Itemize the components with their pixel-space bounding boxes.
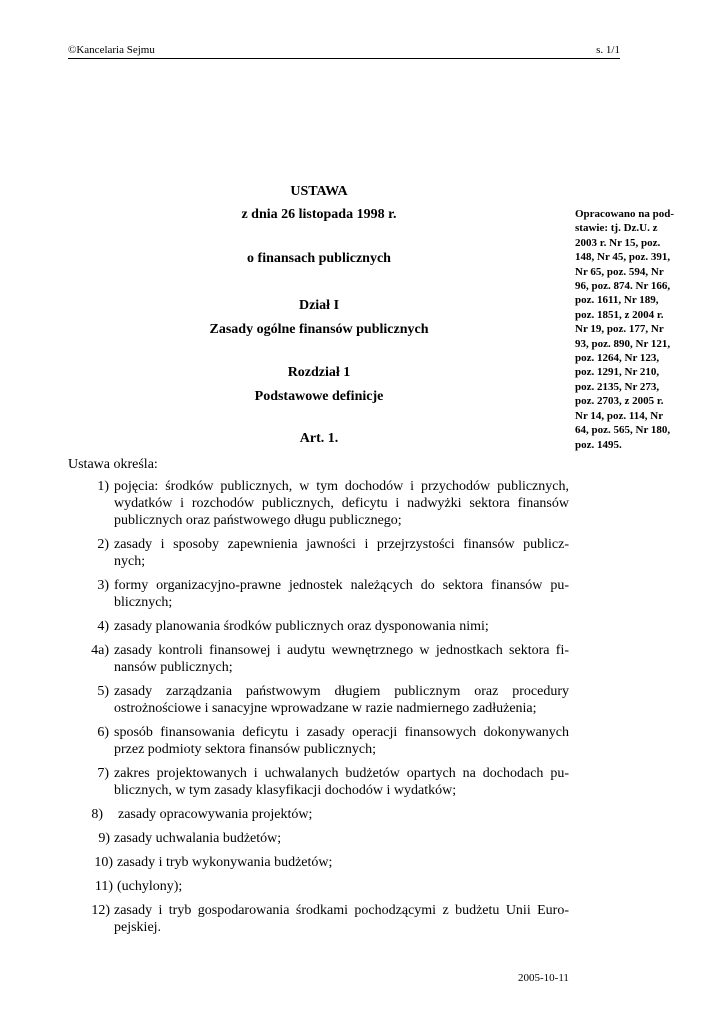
- provision-text-line: zasady uchwalania budżetów;: [114, 831, 282, 846]
- provision-text-line: wydatków i rozchodów publicznych, deficytu i nadwyżki sektora finansów: [114, 496, 569, 511]
- provision-text: [114, 478, 569, 529]
- division-heading: Dział I: [298, 298, 340, 313]
- footer-date: 2005-10-11: [518, 972, 569, 984]
- provision-item: [0, 683, 724, 717]
- provision-item: [0, 765, 724, 799]
- provision-item: [0, 878, 724, 895]
- provision-item: [0, 577, 724, 611]
- provision-text: [114, 830, 569, 847]
- header-page-number: s. 1/1: [596, 44, 620, 56]
- provision-text-line: przez podmioty sektora finansów publicznych;: [114, 742, 377, 757]
- provision-number: 11): [94, 879, 113, 894]
- provision-text: [114, 724, 569, 758]
- act-date: z dnia 26 listopada 1998 r.: [241, 207, 397, 222]
- provision-text-line: formy organizacyjno-prawne jednostek należących do sektora finansów pu-: [114, 578, 569, 593]
- provision-item: [0, 902, 724, 936]
- source-note-line: poz. 1291, Nr 210,: [575, 366, 660, 379]
- provision-text-line: zasady kontroli finansowej i audytu wewnętrznego w jednostkach sektora fi-: [114, 643, 569, 658]
- provision-text-line: zasady zarządzania państwowym długiem publicznym oraz procedury: [114, 684, 569, 699]
- provision-text: [114, 683, 569, 717]
- provision-text: [117, 878, 572, 895]
- provision-item: [0, 478, 724, 529]
- source-note-line: poz. 1851, z 2004 r.: [575, 308, 664, 321]
- provision-text-line: blicznych;: [114, 595, 173, 610]
- header-publisher: ©Kancelaria Sejmu: [68, 44, 155, 56]
- source-note-line: poz. 1611, Nr 189,: [575, 294, 659, 307]
- provision-text-line: zasady i tryb wykonywania budżetów;: [117, 855, 333, 870]
- act-type-title: USTAWA: [290, 184, 348, 199]
- provision-item: [0, 724, 724, 758]
- source-note-line: poz. 1264, Nr 123,: [575, 352, 660, 365]
- provision-number: 3): [97, 578, 109, 593]
- provision-number: 12): [91, 903, 110, 918]
- provision-text-line: zasady i tryb gospodarowania środkami pochodzącymi z budżetu Unii Euro-: [114, 903, 569, 918]
- provision-text-line: zakres projektowanych i uchwalanych budżetów opartych na dochodach pu-: [114, 766, 569, 781]
- article-heading: Art. 1.: [299, 431, 339, 446]
- provision-text-line: publicznych oraz państwowego długu publicznego;: [114, 513, 402, 528]
- provision-list: [0, 478, 724, 936]
- provision-text-line: zasady i sposoby zapewnienia jawności i przejrzystości finansów publicz-: [114, 537, 569, 552]
- provision-number: 8): [91, 807, 103, 822]
- provision-text: [117, 854, 572, 871]
- source-note-line: Nr 65, poz. 594, Nr: [575, 265, 664, 278]
- provision-text-line: blicznych, w tym zasady klasyfikacji dochodów i wydatków;: [114, 783, 457, 798]
- provision-text-line: (uchylony);: [117, 879, 183, 894]
- provision-text: [114, 577, 569, 611]
- page-header: [68, 44, 620, 59]
- provision-text: [118, 806, 573, 823]
- provision-number: 1): [97, 479, 109, 494]
- provision-text-line: nansów publicznych;: [114, 660, 233, 675]
- provision-number: 4a): [91, 643, 109, 658]
- provision-number: 9): [98, 831, 110, 846]
- source-note-line: stawie: tj. Dz.U. z: [575, 222, 658, 235]
- article-intro: Ustawa określa:: [68, 457, 158, 472]
- provision-text: [114, 765, 569, 799]
- source-note-line: 148, Nr 45, poz. 391,: [575, 251, 671, 264]
- provision-text-line: ostrożnościowe i sanacyjne wprowadzane w razie nadmiernego zadłużenia;: [114, 701, 537, 716]
- provision-item: [0, 536, 724, 570]
- provision-text: [114, 536, 569, 570]
- provision-number: 6): [97, 725, 109, 740]
- provision-text: [114, 902, 569, 936]
- provision-text-line: pejskiej.: [114, 920, 162, 935]
- provision-number: 10): [94, 855, 113, 870]
- provision-number: 2): [97, 537, 109, 552]
- source-note-line: 64, poz. 565, Nr 180,: [575, 424, 671, 437]
- provision-item: [0, 830, 724, 847]
- act-subject: o finansach publicznych: [247, 251, 391, 266]
- source-note-line: 93, poz. 890, Nr 121,: [575, 337, 671, 350]
- chapter-title: Podstawowe definicje: [254, 389, 384, 404]
- provision-text-line: zasady opracowywania projektów;: [118, 807, 313, 822]
- provision-text-line: pojęcia: środków publicznych, w tym dochodów i przychodów publicznych,: [114, 479, 569, 494]
- provision-item: [0, 618, 724, 635]
- provision-item: [0, 806, 724, 823]
- source-note-line: 2003 r. Nr 15, poz.: [575, 236, 661, 249]
- division-title: Zasady ogólne finansów publicznych: [209, 322, 429, 337]
- source-note-line: 96, poz. 874. Nr 166,: [575, 280, 671, 293]
- provision-item: [0, 854, 724, 871]
- provision-number: 7): [97, 766, 109, 781]
- source-note-line: Opracowano na pod-: [575, 208, 675, 220]
- source-note-line: poz. 2135, Nr 273,: [575, 380, 660, 393]
- source-note: [575, 207, 687, 452]
- source-note-line: poz. 2703, z 2005 r.: [575, 395, 664, 408]
- provision-item: [0, 642, 724, 676]
- provision-number: 5): [97, 684, 109, 699]
- source-note-line: Nr 14, poz. 114, Nr: [575, 409, 664, 422]
- provision-text: [114, 618, 569, 635]
- provision-number: 4): [97, 619, 109, 634]
- chapter-heading: Rozdział 1: [287, 365, 351, 380]
- provision-text-line: sposób finansowania deficytu i zasady operacji finansowych dokonywanych: [114, 725, 569, 740]
- source-note-line: Nr 19, poz. 177, Nr: [575, 323, 664, 336]
- provision-text-line: zasady planowania środków publicznych oraz dysponowania nimi;: [114, 619, 489, 634]
- source-note-line: poz. 1495.: [575, 438, 622, 451]
- provision-text-line: nych;: [114, 554, 146, 569]
- provision-text: [114, 642, 569, 676]
